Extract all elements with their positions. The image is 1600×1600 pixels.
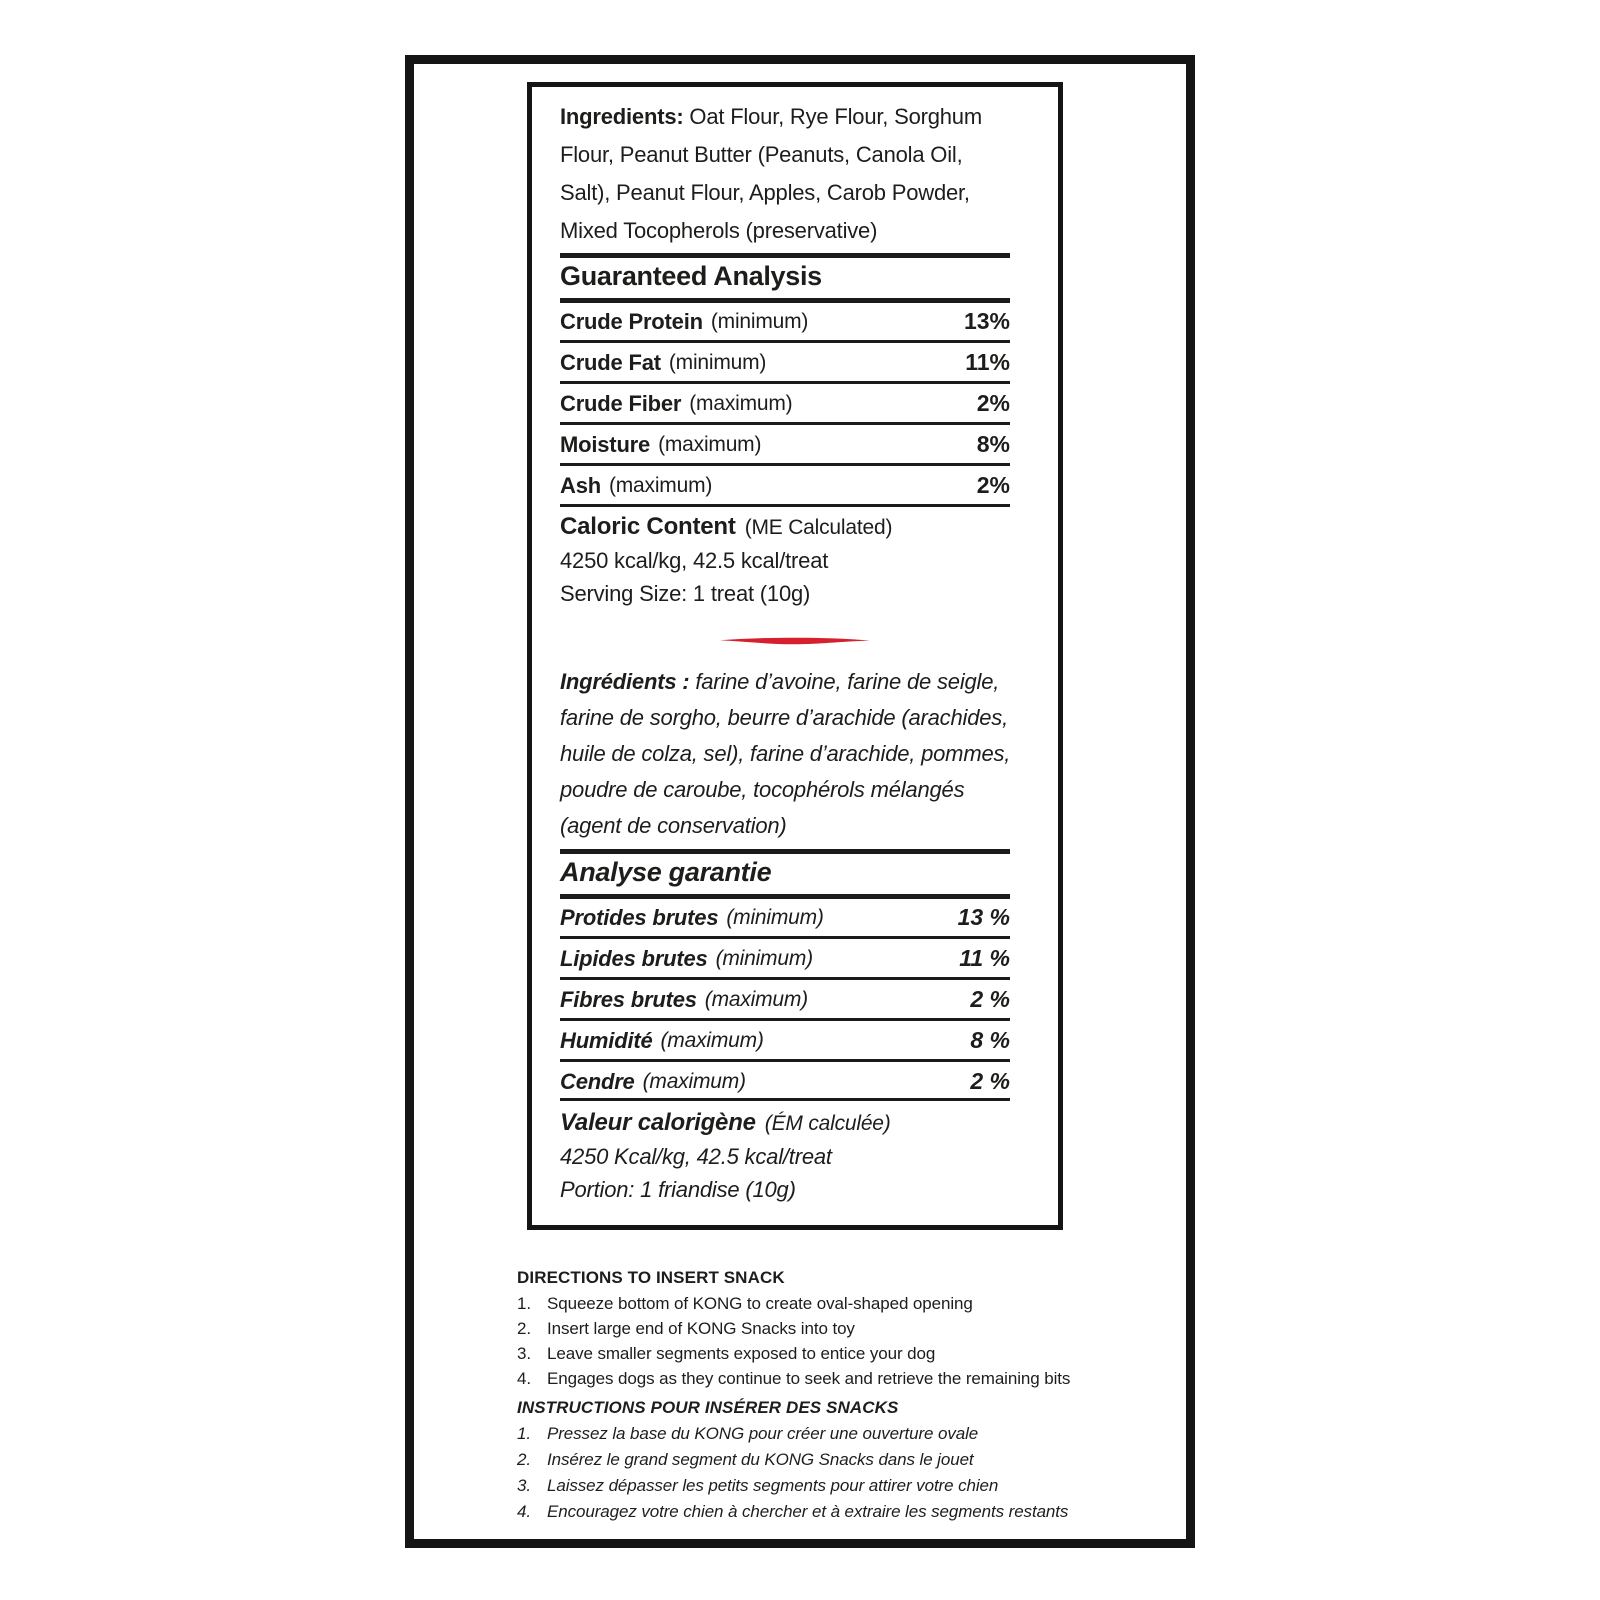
directions-item: [517, 1476, 998, 1496]
item-number: 1.: [517, 1294, 531, 1313]
row-rule: [560, 936, 1010, 939]
nutrient-qualifier: (maximum): [689, 391, 793, 415]
ingredients-line: Flour, Peanut Butter (Peanuts, Canola Oil,: [560, 142, 963, 167]
item-text: Encouragez votre chien à chercher et à extraire les segments restants: [547, 1502, 1069, 1521]
nutrient-qualifier: (maximum): [704, 987, 808, 1011]
nutrition-panel: [527, 82, 1063, 1230]
row-rule: [560, 977, 1010, 980]
row-rule: [560, 422, 1010, 425]
analysis-row: [560, 981, 1010, 1018]
nutrient-name: Moisture: [560, 431, 651, 457]
nutrient-name: Crude Fat: [560, 349, 661, 375]
red-divider-shape: [720, 638, 870, 645]
caloric-content-fr: [560, 1106, 891, 1206]
ingredients-en: [560, 98, 982, 250]
analysis-row: [560, 1022, 1010, 1059]
nutrient-value: 13%: [963, 308, 1010, 334]
item-text: Engages dogs as they continue to seek and retrieve the remaining bits: [547, 1369, 1071, 1388]
analysis-row: [560, 385, 1010, 422]
row-rule: [560, 1059, 1010, 1062]
nutrient-value: 13 %: [957, 904, 1010, 930]
item-number: 4.: [517, 1369, 531, 1388]
portion-size: Portion: 1 friandise (10g): [560, 1177, 796, 1202]
analysis-row: [560, 940, 1010, 977]
outer-border: [405, 55, 1195, 1548]
caloric-title-line: [560, 1106, 891, 1140]
ingredients-line: huile de colza, sel), farine d’arachide, pommes,: [560, 741, 1011, 766]
ingredients-heading-en: Ingredients:: [560, 104, 684, 129]
nutrient-name: Crude Protein: [560, 308, 703, 334]
nutrient-value: 8 %: [970, 1027, 1010, 1053]
directions-item: [517, 1450, 974, 1470]
nutrient-name: Humidité: [560, 1027, 653, 1053]
nutrient-value: 2%: [976, 472, 1010, 498]
directions-item: [517, 1294, 973, 1314]
ingredients-line: poudre de caroube, tocophérols mélangés: [560, 777, 965, 802]
ingredients-line: (agent de conservation): [560, 813, 787, 838]
caloric-values: 4250 kcal/kg, 42.5 kcal/treat: [560, 548, 829, 573]
item-number: 2.: [517, 1450, 531, 1469]
caloric-qualifier: (ME Calculated): [744, 516, 893, 539]
item-number: 3.: [517, 1344, 531, 1363]
caloric-title-line: [560, 510, 892, 544]
caloric-content-en: [560, 510, 892, 610]
ingredients-line: farine de sorgho, beurre d’arachide (arachides,: [560, 705, 1008, 730]
caloric-qualifier: (ÉM calculée): [764, 1112, 891, 1135]
nutrient-qualifier: (maximum): [660, 1028, 764, 1052]
row-rule: [560, 381, 1010, 384]
serving-size: Serving Size: 1 treat (10g): [560, 581, 811, 606]
directions-item: [517, 1502, 1068, 1522]
analysis-row: [560, 426, 1010, 463]
row-rule: [560, 1018, 1010, 1021]
nutrient-name: Crude Fiber: [560, 390, 682, 416]
item-text: Laissez dépasser les petits segments pour attirer votre chien: [547, 1476, 999, 1495]
item-text: Insert large end of KONG Snacks into toy: [547, 1319, 855, 1338]
nutrient-qualifier: (maximum): [642, 1069, 746, 1093]
nutrient-qualifier: (maximum): [608, 473, 713, 497]
analysis-row: [560, 1063, 1010, 1100]
nutrient-qualifier: (minimum): [715, 946, 813, 970]
analysis-row: [560, 899, 1010, 936]
ingredients-fr: [560, 664, 1010, 844]
nutrient-name: Ash: [560, 472, 601, 498]
nutrient-value: 11 %: [959, 945, 1010, 971]
item-number: 1.: [517, 1424, 531, 1443]
directions-item: [517, 1424, 978, 1444]
ingredients-line: [560, 664, 1010, 700]
guaranteed-analysis-title: Guaranteed Analysis: [560, 261, 822, 291]
nutrient-qualifier: (minimum): [726, 905, 824, 929]
row-rule: [560, 504, 1010, 507]
item-text: Leave smaller segments exposed to entice your dog: [547, 1344, 936, 1363]
nutrient-value: 8%: [976, 431, 1010, 457]
ingredients-heading-fr: Ingrédients :: [560, 669, 690, 694]
nutrient-value: 2 %: [970, 986, 1010, 1012]
nutrient-qualifier: (minimum): [668, 350, 767, 374]
ingredients-line: Mixed Tocopherols (preservative): [560, 218, 878, 243]
analyse-garantie-title: Analyse garantie: [560, 857, 772, 887]
caloric-content-title: Caloric Content: [560, 513, 736, 540]
item-text: Squeeze bottom of KONG to create oval-shaped opening: [547, 1294, 973, 1313]
analysis-row: [560, 344, 1010, 381]
ingredients-line-text: Oat Flour, Rye Flour, Sorghum: [689, 104, 982, 129]
nutrient-name: Lipides brutes: [560, 945, 708, 971]
nutrient-value: 2%: [976, 390, 1010, 416]
analysis-row: [560, 467, 1010, 504]
analysis-row: [560, 303, 1010, 340]
directions-item: [517, 1369, 1070, 1389]
valeur-calorigene-title: Valeur calorigène: [560, 1109, 756, 1136]
nutrient-name: Protides brutes: [560, 904, 719, 930]
directions-item: [517, 1344, 935, 1364]
ingredients-line: [560, 98, 982, 136]
nutrient-value: 11%: [965, 349, 1010, 375]
item-number: 3.: [517, 1476, 531, 1495]
ingredients-line: Salt), Peanut Flour, Apples, Carob Powder,: [560, 180, 970, 205]
nutrient-qualifier: (maximum): [658, 432, 762, 456]
directions-title-fr: INSTRUCTIONS POUR INSÉRER DES SNACKS: [517, 1398, 899, 1417]
item-text: Pressez la base du KONG pour créer une ouverture ovale: [547, 1424, 979, 1443]
nutrient-name: Cendre: [560, 1068, 635, 1094]
ingredients-line-text: farine d’avoine, farine de seigle,: [695, 669, 1000, 694]
section-rule: [560, 253, 1010, 258]
directions-item: [517, 1319, 855, 1339]
row-rule: [560, 340, 1010, 343]
red-divider-icon: [720, 636, 870, 646]
nutrient-value: 2 %: [970, 1068, 1010, 1094]
item-number: 2.: [517, 1319, 531, 1338]
directions-title-en: DIRECTIONS TO INSERT SNACK: [517, 1268, 785, 1287]
nutrient-qualifier: (minimum): [710, 309, 809, 333]
row-rule: [560, 463, 1010, 466]
section-rule: [560, 849, 1010, 854]
item-text: Insérez le grand segment du KONG Snacks dans le jouet: [547, 1450, 974, 1469]
row-rule: [560, 1098, 1010, 1101]
caloric-values: 4250 Kcal/kg, 42.5 kcal/treat: [560, 1144, 832, 1169]
item-number: 4.: [517, 1502, 531, 1521]
nutrient-name: Fibres brutes: [560, 986, 697, 1012]
